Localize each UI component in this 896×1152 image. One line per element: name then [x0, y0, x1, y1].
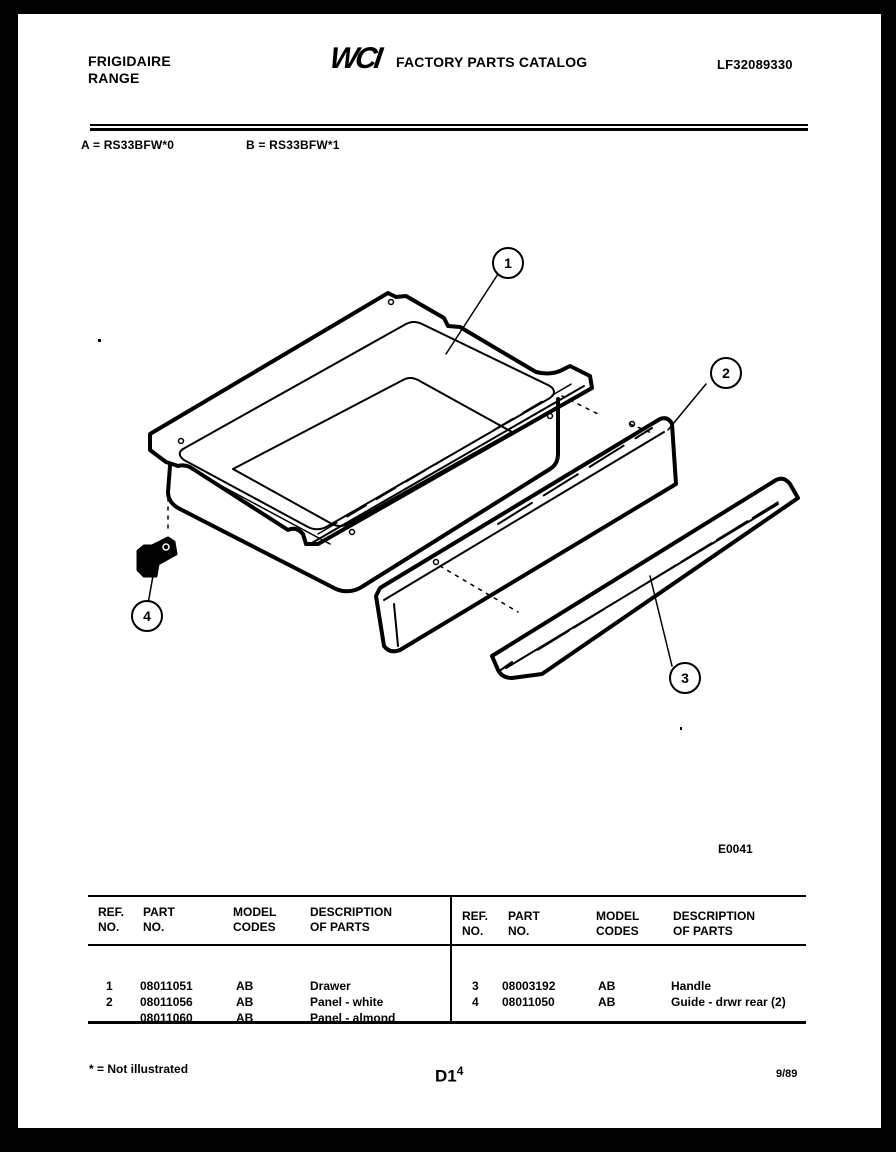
row-ref: 3 [472, 979, 479, 993]
header-model-codes-right: MODEL CODES [596, 909, 640, 938]
page-number: $D1^4$ [435, 1064, 464, 1086]
row-codes: AB [236, 1011, 254, 1025]
revision-date: 9/89 [776, 1068, 798, 1080]
drawer-panel-part [376, 418, 676, 651]
header-model-codes: MODEL CODES [233, 905, 277, 934]
catalog-title: FACTORY PARTS CATALOG [396, 54, 588, 70]
model-b-label: B = RS33BFW*1 [246, 138, 340, 152]
row-codes: AB [598, 979, 616, 993]
row-codes: AB [236, 979, 254, 993]
document-number: LF32089330 [717, 57, 793, 72]
row-codes: AB [598, 995, 616, 1009]
row-desc: Guide - drwr rear (2) [671, 995, 786, 1009]
header-description: DESCRIPTION OF PARTS [310, 905, 393, 934]
alignment-lines [168, 396, 654, 612]
row-ref: 1 [106, 979, 113, 993]
exploded-parts-diagram [18, 14, 881, 874]
table-top-rule [88, 895, 806, 897]
callout-1: 1 [504, 255, 512, 271]
table-header-rule [88, 944, 806, 946]
row-ref: 4 [472, 995, 479, 1009]
header-ref-no: REF. NO. [98, 905, 125, 934]
header-ref-no-right: REF. NO. [462, 909, 489, 938]
row-desc: Panel - white [310, 995, 384, 1009]
row-desc: Panel - almond [310, 1011, 396, 1025]
illustration-code: E0041 [718, 842, 753, 856]
callout-3: 3 [681, 670, 689, 686]
drawer-part [150, 293, 592, 591]
row-part: 08011050 [502, 995, 555, 1009]
table-column-divider [450, 895, 452, 1023]
row-part: 08011051 [140, 979, 193, 993]
row-ref: 2 [106, 995, 113, 1009]
row-desc: Drawer [310, 979, 351, 993]
callout-4: 4 [143, 608, 151, 624]
model-a-label: A = RS33BFW*0 [81, 138, 175, 152]
brand-name: FRIGIDAIRE [88, 53, 171, 69]
row-codes: AB [236, 995, 254, 1009]
catalog-page [18, 14, 881, 1128]
parts-table [88, 895, 806, 1023]
product-type: RANGE [88, 70, 140, 86]
row-part: 08003192 [502, 979, 556, 993]
row-part: 08011060 [140, 1011, 193, 1025]
header-description-right: DESCRIPTION OF PARTS [673, 909, 756, 938]
header-part-no-right: PART NO. [508, 909, 540, 938]
table-bottom-rule [88, 1021, 806, 1024]
wci-logo: WCI [327, 42, 382, 75]
row-desc: Handle [671, 979, 712, 993]
row-part: 08011056 [140, 995, 193, 1009]
callout-2: 2 [722, 365, 730, 381]
header-part-no: PART NO. [143, 905, 175, 934]
not-illustrated-note: * = Not illustrated [89, 1062, 189, 1076]
drawer-guide-part [138, 538, 176, 576]
